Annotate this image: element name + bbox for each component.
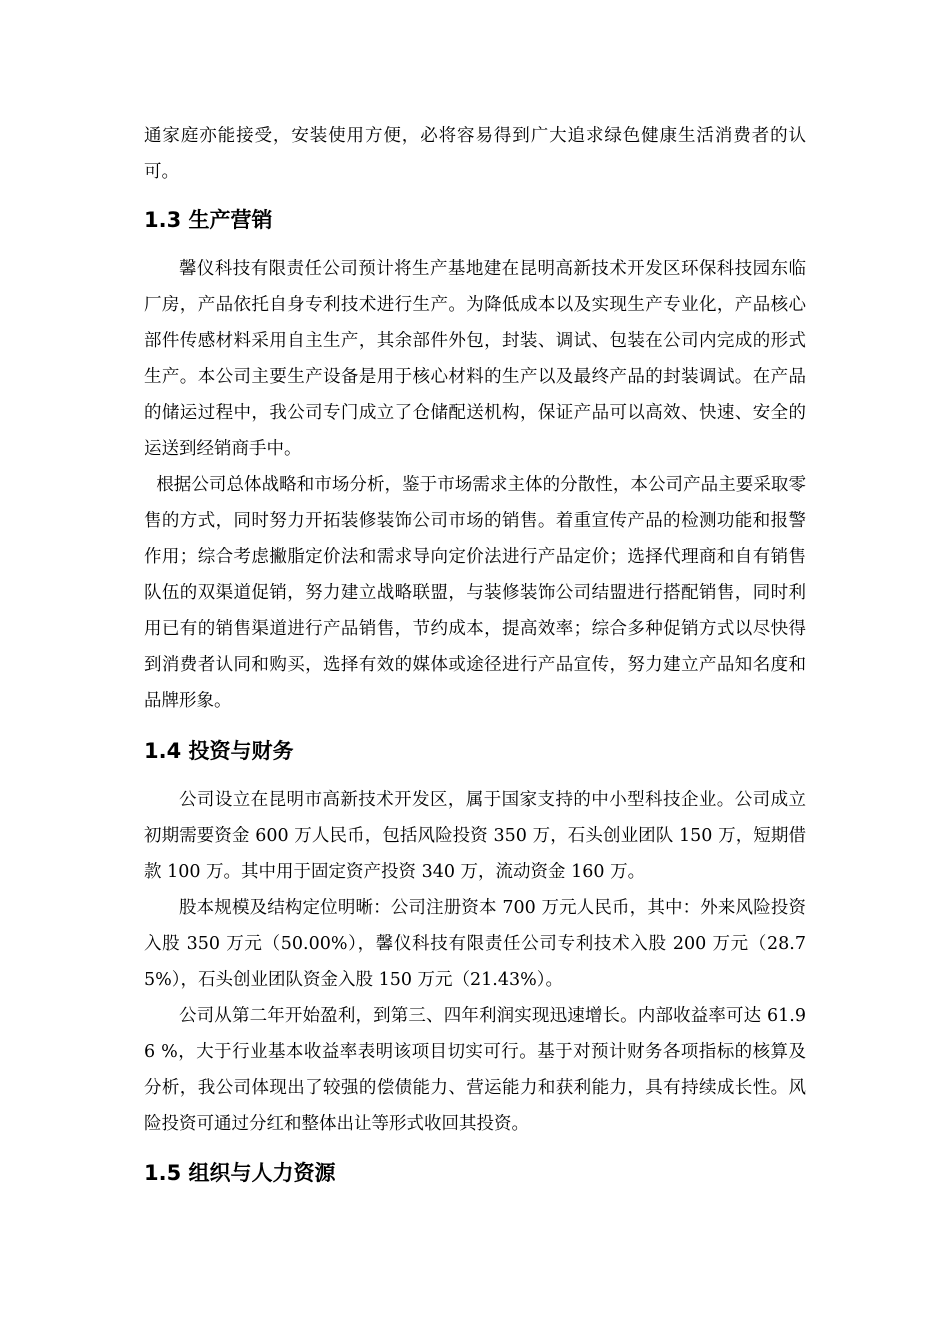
production-paragraph: 馨仪科技有限责任公司预计将生产基地建在昆明高新技术开发区环保科技园东临厂房，产品依托自身专利技术进行生产。为降低成本以及实现生产专业化，产品核心部件传感材料采用自主生产，其余部件外包，封装、调试、包装在公司内完成的形式生产。本公司主要生产设备是用于核心材料的生产以及最终产品的封装调试。在产品的储运过程中，我公司专门成立了仓储配送机构，保证产品可以高效、快速、安全的运送到经销商手中。: [144, 259, 806, 459]
intro-paragraph: 通家庭亦能接受，安装使用方便，必将容易得到广大追求绿色健康生活消费者的认可。: [144, 126, 806, 182]
investment-paragraph: 公司设立在昆明市高新技术开发区，属于国家支持的中小型科技企业。公司成立初期需要资金 600 万人民币，包括风险投资 350 万，石头创业团队 150 万，短期借款 100 万。其中用于固定资产投资 340 万，流动资金 160 万。: [144, 790, 806, 882]
section-heading-investment-finance: 1.4 投资与财务: [144, 739, 294, 763]
profit-paragraph: 公司从第二年开始盈利，到第三、四年利润实现迅速增长。内部收益率可达 61.96 %，大于行业基本收益率表明该项目切实可行。基于对预计财务各项指标的核算及分析，我公司体现出了较强的偿债能力、营运能力和获利能力，具有持续成长性。风险投资可通过分红和整体出让等形式收回其投资。: [144, 1006, 806, 1134]
section-heading-organization-hr: 1.5 组织与人力资源: [144, 1161, 336, 1185]
equity-paragraph: 股本规模及结构定位明晰：公司注册资本 700 万元人民币，其中：外来风险投资入股 350 万元（50.00%），馨仪科技有限责任公司专利技术入股 200 万元（28.75%），石头创业团队资金入股 150 万元（21.43%）。: [144, 898, 806, 990]
section-heading-production-marketing: 1.3 生产营销: [144, 208, 273, 232]
document-page: [144, 118, 806, 1188]
marketing-paragraph: 根据公司总体战略和市场分析，鉴于市场需求主体的分散性，本公司产品主要采取零售的方式，同时努力开拓装修装饰公司市场的销售。着重宣传产品的检测功能和报警作用；综合考虑撇脂定价法和需求导向定价法进行产品定价；选择代理商和自有销售队伍的双渠道促销，努力建立战略联盟，与装修装饰公司结盟进行搭配销售，同时利用已有的销售渠道进行产品销售，节约成本，提高效率；综合多种促销方式以尽快得到消费者认同和购买，选择有效的媒体或途径进行产品宣传，努力建立产品知名度和品牌形象。: [144, 475, 806, 711]
